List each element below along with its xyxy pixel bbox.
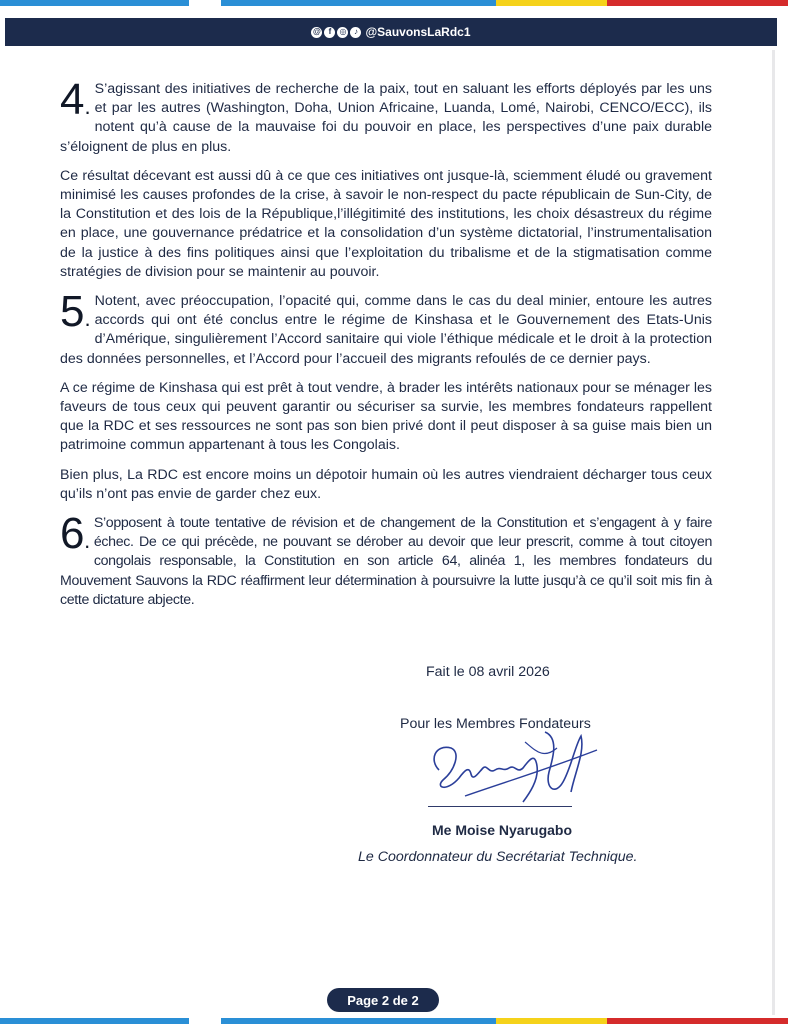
- instagram-icon: ◎: [337, 27, 348, 38]
- tiktok-icon: ♪: [350, 27, 361, 38]
- header-bar: [5, 18, 777, 46]
- section-5-paragraph-3: Bien plus, La RDC est encore moins un dépotoir humain où les autres viendraient décharger tous ceux qu’ils n’ont pas envie de garder chez eux.: [60, 466, 712, 502]
- section-5-paragraph-1: Notent, avec préoccupation, l’opacité qui, comme dans le cas du deal minier, entoure les autres accords qui ont été conclus entre le régime de Kinshasa et le Gouvernement des Etats-Unis d’Amérique, singulièrement l’Accord sanitaire qui viole l’éthique médicale et le droit à la protection des données personnelles, et l’Accord pour l’accueil des migrants refoulés de ce dernier pays.: [60, 293, 712, 367]
- top-color-stripe: [0, 0, 788, 6]
- section-number: 4.: [60, 75, 91, 124]
- threads-icon: @: [313, 27, 321, 36]
- signer-name: Me Moise Nyarugabo: [432, 822, 573, 838]
- document-body: [60, 75, 712, 620]
- facebook-icon: f: [324, 27, 335, 38]
- date-line: Fait le 08 avril 2026: [426, 664, 550, 680]
- section-4-paragraph-2: Ce résultat décevant est aussi dû à ce que ces initiatives ont jusque-là, sciemment éludé ou gravement minimisé les causes profondes de la crise, à savoir le non-respect du pacte républicain de Sun-City, de la Constitution et des lois de la République,l’illégitimité des institutions, les choix désastreux du régime en place, une gouvernance prédatrice et la consolidation d’un système dictatorial, l’instrumentalisation de la justice à des fins politiques ainsi que l’exploitation du tribalisme et de la stigmatisation comme stratégies de division pour se maintenir au pouvoir.: [60, 167, 712, 280]
- page-edge-shadow: [772, 50, 775, 1015]
- bottom-color-stripe: [0, 1018, 788, 1024]
- section-4: [60, 75, 712, 157]
- signature-line: [428, 806, 572, 807]
- section-6-paragraph-1: S’opposent à toute tentative de révision et de changement de la Constitution et s’engagent à y faire échec. De ce qui précède, ne pouvant se dérober au devoir que leur prescrit, comme à tout citoyen congolais responsable, la Constitution en son article 64, alinéa 1, les membres fondateurs du Mouvement Sauvons la RDC réaffirment leur détermination à poursuivre la lutte jusqu’à ce qu’il soit mis fin à cette dictature abjecte.: [60, 515, 712, 608]
- section-6: [60, 509, 712, 610]
- signatory-intro: Pour les Membres Fondateurs: [400, 716, 591, 732]
- handwritten-signature: [425, 722, 605, 812]
- page-indicator: Page 2 de 2: [327, 988, 439, 1012]
- section-5: [60, 287, 712, 369]
- social-icons: [311, 27, 361, 38]
- section-number: 5.: [60, 287, 91, 337]
- section-4-paragraph-1: S’agissant des initiatives de recherche de la paix, tout en saluant les efforts déployés par les uns et par les autres (Washington, Doha, Union Africaine, Luanda, Lomé, Nairobi, CENCO/ECC), ils notent qu’à cause de la mauvaise foi du pouvoir en place, les perspectives d’une paix durable s’éloignent de plus en plus.: [60, 81, 712, 155]
- signer-title: Le Coordonnateur du Secrétariat Technique.: [358, 849, 638, 865]
- social-handle: @SauvonsLaRdc1: [365, 25, 471, 39]
- section-5-paragraph-2: A ce régime de Kinshasa qui est prêt à tout vendre, à brader les intérêts nationaux pour se ménager les faveurs de tous ceux qui peuvent garantir ou sécuriser sa survie, les membres fondateurs rappellent que la RDC et ses ressources ne sont pas son bien privé dont il peut disposer à sa guise mais bien un patrimoine commun appartenant à tous les Congolais.: [60, 379, 712, 454]
- section-number: 6.: [60, 509, 90, 559]
